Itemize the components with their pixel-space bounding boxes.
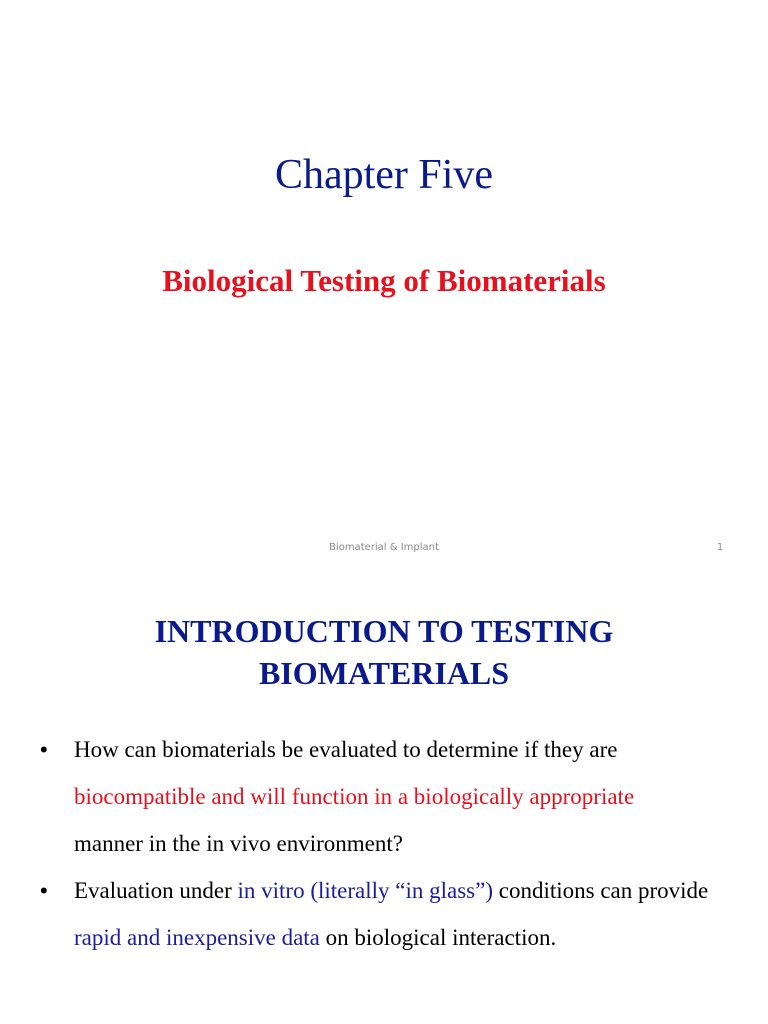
intro-heading-line-2: BIOMATERIALS — [258, 655, 510, 691]
slide-footer: Biomaterial & Implant — [329, 542, 439, 553]
bullet-icon: • — [40, 878, 48, 903]
chapter-subtitle: Biological Testing of Biomaterials — [162, 263, 606, 298]
bullet-2-highlight-data: rapid and inexpensive data — [74, 925, 320, 950]
bullet-1-highlight: biocompatible and will function in a biologically appropriate — [74, 784, 635, 809]
bullet-2-text-mid: conditions can provide — [493, 878, 709, 903]
slide-2 — [0, 576, 768, 1024]
bullet-1-text-end: manner in the in vivo environment? — [74, 831, 403, 856]
bullet-2-highlight-in-vitro: in vitro (literally “in glass”) — [237, 878, 493, 903]
bullet-list — [40, 726, 740, 961]
bullet-2-text-end: on biological interaction. — [319, 925, 557, 950]
bullet-1-text: How can biomaterials be evaluated to determine if they are — [74, 737, 618, 762]
page-number: 1 — [716, 542, 724, 553]
chapter-title: Chapter Five — [274, 152, 494, 198]
intro-heading-line-1: INTRODUCTION TO TESTING — [154, 613, 614, 649]
bullet-2-text: Evaluation under — [74, 878, 238, 903]
bullet-icon: • — [40, 737, 48, 762]
bullet-item-biocompatibility — [40, 726, 740, 867]
bullet-item-in-vitro — [40, 867, 740, 961]
intro-heading — [0, 610, 768, 694]
